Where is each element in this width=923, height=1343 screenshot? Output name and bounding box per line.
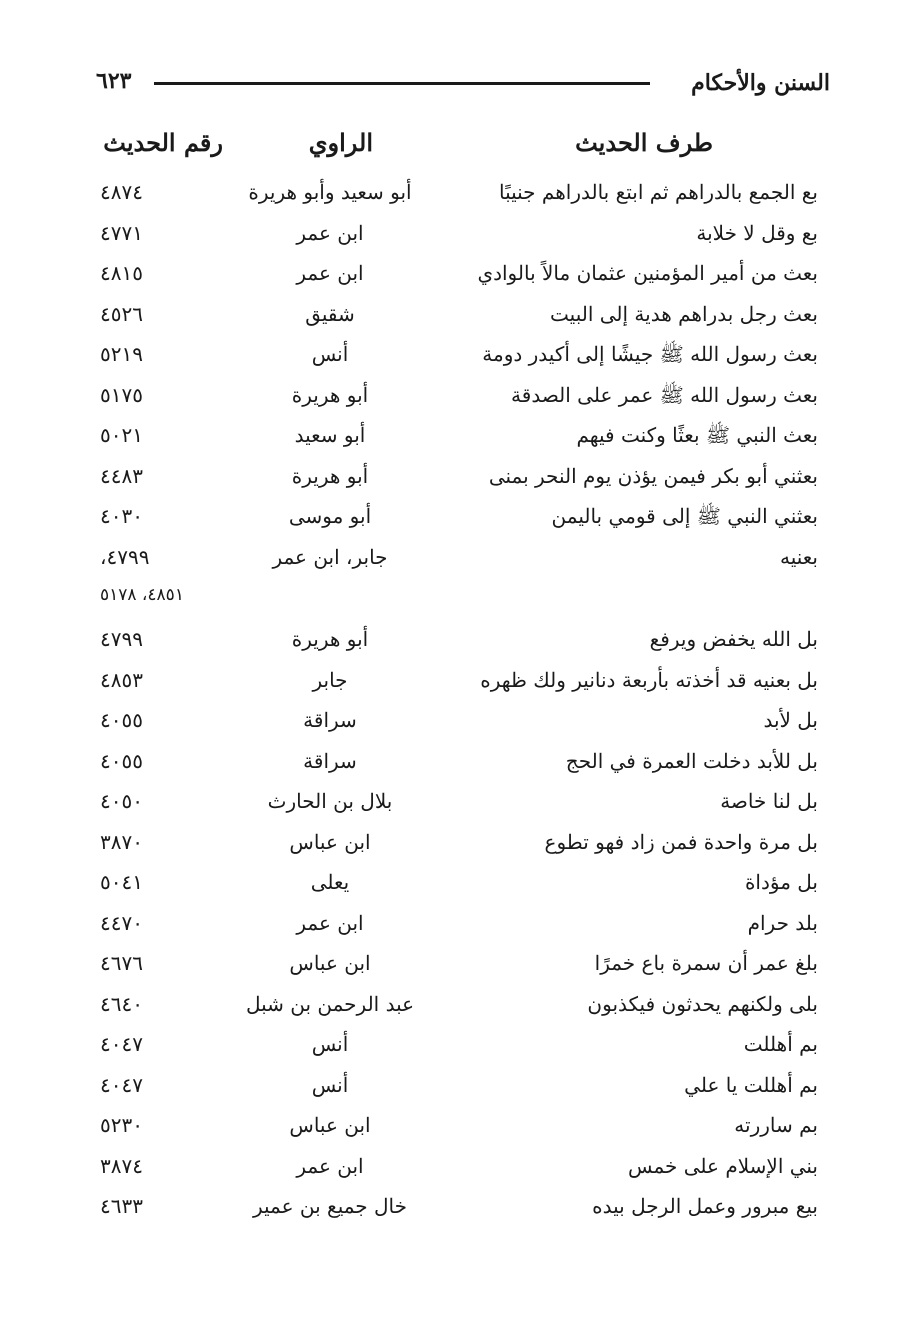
row-number: ٤٨٧٤ — [100, 180, 143, 204]
row-hadith: بعث من أمير المؤمنين عثمان مالاً بالوادي — [477, 261, 818, 285]
row-number: ٤٨٥١، ٥١٧٨ — [100, 585, 184, 605]
page-header — [96, 66, 830, 106]
row-narrator: ابن عمر — [296, 1153, 364, 1178]
row-narrator: جابر — [312, 667, 348, 692]
row-narrator: خال جميع بن عمير — [252, 1194, 408, 1218]
column-header-number: رقم الحديث — [103, 128, 223, 157]
row-number: ٤٨٥٣ — [100, 667, 143, 692]
header-rule — [154, 82, 650, 85]
row-narrator: يعلى — [310, 870, 350, 894]
table-row — [0, 460, 923, 501]
row-hadith: بيع مبرور وعمل الرجل بيده — [592, 1194, 818, 1218]
row-narrator: أبو سعيد — [294, 423, 366, 447]
row-number: ٣٨٧٠ — [100, 829, 143, 854]
column-header-hadith: طرف الحديث — [575, 128, 713, 157]
row-narrator: أبو هريرة — [291, 627, 369, 651]
row-number: ٤٥٢٦ — [100, 301, 143, 326]
row-number: ٤٠٣٠ — [100, 504, 143, 528]
table-row — [0, 257, 923, 298]
row-hadith: بعث رجل بدراهم هدية إلى البيت — [550, 301, 818, 326]
row-narrator: عبد الرحمن بن شبل — [245, 991, 415, 1016]
table-row — [0, 338, 923, 379]
table-row — [0, 947, 923, 988]
table-row — [0, 1150, 923, 1191]
row-narrator: أبو هريرة — [291, 382, 369, 407]
table-row — [0, 988, 923, 1029]
table-row — [0, 1028, 923, 1069]
row-hadith: بل بعنيه قد أخذته بأربعة دنانير ولك ظهره — [480, 667, 818, 692]
table-row — [0, 217, 923, 258]
row-number: ٤٤٨٣ — [100, 463, 143, 488]
row-narrator: جابر، ابن عمر — [272, 544, 388, 569]
row-number: ٤٠٤٧ — [100, 1032, 143, 1056]
row-hadith: بني الإسلام على خمس — [627, 1153, 818, 1178]
row-number: ٤٠٤٧ — [100, 1072, 143, 1097]
table-row — [0, 1190, 923, 1231]
row-narrator: سراقة — [303, 748, 357, 773]
row-narrator: أنس — [311, 342, 349, 366]
row-hadith: بعث النبي ﷺ بعثًا وكنت فيهم — [576, 423, 818, 447]
row-narrator: أبو موسى — [288, 504, 372, 528]
table-row — [0, 298, 923, 339]
table-row — [0, 785, 923, 826]
table-row — [0, 541, 923, 582]
table-row — [0, 379, 923, 420]
row-narrator: بلال بن الحارث — [267, 789, 393, 813]
row-narrator: ابن عمر — [296, 261, 364, 285]
table-row — [0, 500, 923, 541]
row-narrator: ابن عباس — [289, 951, 371, 975]
table-row — [0, 581, 923, 623]
table-row — [0, 1109, 923, 1150]
row-number: ٥٢٣٠ — [100, 1113, 143, 1137]
row-number: ٥١٧٥ — [100, 382, 143, 407]
row-hadith: بعنيه — [779, 544, 818, 569]
column-header-narrator: الراوي — [308, 128, 373, 157]
table-row — [0, 1069, 923, 1110]
row-number: ٤٧٧١ — [100, 220, 143, 245]
row-hadith: بعث رسول الله ﷺ جيشًا إلى أكيدر دومة — [482, 342, 818, 366]
row-number: ٥٠٢١ — [100, 423, 143, 447]
row-narrator: أنس — [311, 1032, 349, 1056]
row-hadith: بعثني النبي ﷺ إلى قومي باليمن — [551, 504, 818, 528]
row-number: ٤٠٥٠ — [100, 789, 143, 813]
row-narrator: أبو هريرة — [291, 463, 369, 488]
row-narrator: شقيق — [305, 301, 355, 326]
row-number: ٤٠٥٥ — [100, 708, 143, 732]
row-hadith: بل مرة واحدة فمن زاد فهو تطوع — [544, 829, 818, 854]
row-number: ٥٠٤١ — [100, 870, 143, 894]
row-hadith: بل لنا خاصة — [720, 789, 818, 813]
row-narrator: سراقة — [303, 708, 357, 732]
table-row — [0, 907, 923, 948]
row-hadith: بل الله يخفض ويرفع — [649, 627, 818, 651]
row-number: ٤٦٣٣ — [100, 1194, 143, 1218]
row-hadith: بم أهللت يا علي — [684, 1072, 818, 1097]
row-hadith: بل مؤداة — [744, 870, 818, 894]
row-number: ٤٠٥٥ — [100, 748, 143, 773]
table-row — [0, 866, 923, 907]
row-hadith: بل للأبد دخلت العمرة في الحج — [565, 748, 818, 773]
row-number: ٤٧٩٩ — [100, 627, 143, 651]
row-number: ٥٢١٩ — [100, 342, 143, 366]
row-number: ٤٦٧٦ — [100, 951, 143, 975]
row-hadith: بم أهللت — [743, 1032, 818, 1056]
row-number: ٣٨٧٤ — [100, 1153, 143, 1178]
table-row — [0, 745, 923, 786]
row-hadith: بلى ولكنهم يحدثون فيكذبون — [587, 991, 818, 1016]
row-narrator: ابن عباس — [289, 829, 371, 854]
table-row — [0, 664, 923, 705]
table-row — [0, 704, 923, 745]
row-number: ٤٦٤٠ — [100, 991, 143, 1016]
table-row — [0, 623, 923, 664]
table-row — [0, 419, 923, 460]
row-narrator: ابن عباس — [289, 1113, 371, 1137]
hadith-index-table — [0, 176, 923, 1231]
row-number: ٤٧٩٩، — [100, 544, 150, 569]
row-number: ٤٨١٥ — [100, 261, 143, 285]
book-title: السنن والأحكام — [691, 70, 830, 96]
row-hadith: بم ساررته — [734, 1113, 818, 1137]
row-hadith: بلد حرام — [747, 910, 818, 935]
page-number: ٦٢٣ — [96, 68, 132, 94]
row-hadith: بع الجمع بالدراهم ثم ابتع بالدراهم جنيبًا — [498, 180, 818, 204]
row-hadith: بعثني أبو بكر فيمن يؤذن يوم النحر بمنى — [488, 463, 818, 488]
row-narrator: ابن عمر — [296, 220, 364, 245]
row-narrator: ابن عمر — [296, 910, 364, 935]
row-hadith: بل لأبد — [763, 708, 818, 732]
table-row — [0, 826, 923, 867]
row-hadith: بع وقل لا خلابة — [696, 220, 818, 245]
row-number: ٤٤٧٠ — [100, 910, 143, 935]
column-headers — [0, 128, 923, 168]
table-row — [0, 176, 923, 217]
row-narrator: أبو سعيد وأبو هريرة — [248, 180, 412, 204]
row-hadith: بعث رسول الله ﷺ عمر على الصدقة — [511, 382, 818, 407]
row-hadith: بلغ عمر أن سمرة باع خمرًا — [594, 951, 818, 975]
row-narrator: أنس — [311, 1072, 349, 1097]
